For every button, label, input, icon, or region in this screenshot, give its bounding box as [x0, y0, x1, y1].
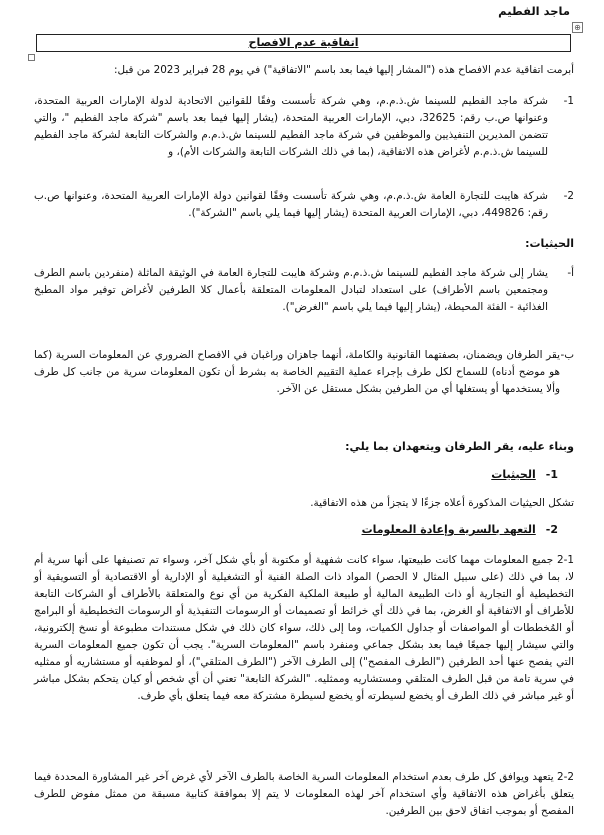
document-title: اتفاقية عدم الافصاح	[248, 36, 359, 49]
recital-text: يشار إلى شركة ماجد الفطيم للسينما ش.ذ.م.م وشركة هايبت للتجارة العامة في الوثيقة الماثلة (منفردين باسم الطرف ومجتمعين باسم الأطراف) على استعداد لتبادل المعلومات المتعلقة بأعمال كلا الطرفين لأغراض توفير مواد المطبخ الغذائية - الفئة المحيطة، (يشار إليها فيما يلي باسم "الغرض").	[34, 267, 548, 313]
recitals-heading: الحيثيات:	[525, 237, 574, 250]
section-body: تشكل الحيثيات المذكورة أعلاه جزءًا لا يتجزأ من هذه الاتفاقية.	[310, 497, 574, 509]
section-heading	[491, 468, 558, 481]
title-box	[36, 34, 571, 52]
recital-item	[34, 347, 574, 398]
header-company-name: ماجد الفطيم	[498, 4, 570, 18]
table-resize-handle-icon[interactable]	[28, 54, 35, 61]
recital-text: يقر الطرفان ويضمنان، بصفتهما القانونية والكاملة، أنهما جاهزان وراغبان في الافصاح الضروري عن المعلومات السرية (كما هو موضح أدناه) للسماح لكل طرف بإجراء عملية التقييم الخاصة به بشرط أن تكون المعلومات سرية من جانب كل طرف وألا يستخدمها أو يستغلها أي من الطرفين بشكل مستقل عن الآخر.	[34, 349, 560, 395]
agreement-heading: وبناء عليه، يقر الطرفان ويتعهدان بما يلي:	[345, 440, 574, 453]
recital-letter: ب-	[560, 349, 574, 361]
section-heading	[362, 523, 558, 536]
recital-item	[34, 265, 574, 316]
party-text: شركة ماجد الفطيم للسينما ش.ذ.م.م، وهي شركة تأسست وفقًا للقوانين الاتحادية لدولة الإمارات العربية المتحدة، وعنوانها ص.ب رقم: 32625، دبي، الإمارات العربية المتحدة، (يشار إليها فيما بعد باسم "شركة ماجد الفطيم "، والتي تتضمن المديرين التنفيذيين والموظفين في شركة ماجد الفطيم للسينما ش.ذ.م.م والشركات التابعة لشركة ماجد الفطيم للسينما ش.ذ.م.م لأغراض هذه الاتفاقية، (بما في ذلك الشركات التابعة والشركات الأم)، و	[34, 95, 548, 158]
recital-letter: أ-	[567, 267, 574, 279]
section-number: 1-	[545, 468, 558, 481]
intro-paragraph: أبرمت اتفاقية عدم الافصاح هذه ("المشار إليها فيما بعد باسم "الاتفاقية") في يوم 28 فبراير 2023 من قبل:	[114, 64, 574, 76]
party-number: 1-	[563, 95, 574, 107]
section-number: 2-	[545, 523, 558, 536]
section-title: الحيثيات	[491, 468, 536, 481]
party-item	[34, 188, 574, 222]
table-move-handle-icon[interactable]: ⊕	[572, 22, 583, 33]
clause-paragraph: 2-2 يتعهد ويوافق كل طرف بعدم استخدام المعلومات السرية الخاصة بالطرف الآخر لأي غرض آخر غير المشاورة المحددة فيما يتعلق بأغراض هذه الاتفاقية وأي استخدام آخر لهذه المعلومات لا يتم إلا بموافقة كتابية مسبقة من ممثل مفوض للطرف المفصح أو بموجب اتفاق لاحق بين الطرفين.	[34, 771, 574, 817]
party-text: شركة هايبت للتجارة العامة ش.ذ.م.م، وهي شركة تأسست وفقًا لقوانين دولة الإمارات العربية المتحدة، وعنوانها ص.ب رقم: 449826، دبي، الإمارات العربية المتحدة (يشار إليها فيما يلي باسم "الشركة").	[34, 190, 548, 219]
clause-paragraph: 2-1 جميع المعلومات مهما كانت طبيعتها، سواء كانت شفهية أو مكتوبة أو بأي شكل آخر، وسواء تم تصنيفها على أنها سرية أم لا، بما في ذلك (على سبيل المثال لا الحصر) المواد ذات الصلة الفنية أو التشغيلية أو الإدارية أو الاقتصادية أو التسويقية أو التخطيطية أو التجارية أو ذات الطبيعة المالية أو طبيعة الملكية الفكرية من أي نوع والمتعلقة بالأطراف أو الشركات التابعة للأطراف أو الاتفاقية أو الغرض، بما في ذلك أي خرائط أو تصميمات أو الرسومات التنفيذية أو الرسومات التخطيطية أو البرامج أو المُخططات أو المواصفات أو جداول الكميات، وما إلى ذلك، سواء كان ذلك في شكل مستندات مطبوعة أو نسخ إلكترونية، والتي سيشار إليها جميعًا فيما بعد بشكل جماعي ومنفرد باسم "المعلومات السرية". يجب أن تكون جميع المعلومات السرية التي يفصح عنها أحد الطرفين ("الطرف المفصح") إلى الطرف الآخر ("الطرف المتلقي")، أو لموظفيه أو مستشاريه أو ممثليه في سرية تامة من قبل الطرف المتلقي ومستشاريه وممثليه. "الشركة التابعة" تعني أن أي شخص أو كيان يتحكم بشكل مباشر أو غير مباشر في ذلك الطرف أو يخضع لسيطرته أو يخضع لسيطرة مشتركة معه فيما يتعلق بأي طرف.	[34, 554, 574, 702]
section-title: التعهد بالسرية وإعادة المعلومات	[361, 523, 536, 536]
party-number: 2-	[563, 190, 574, 202]
party-item	[34, 93, 574, 161]
